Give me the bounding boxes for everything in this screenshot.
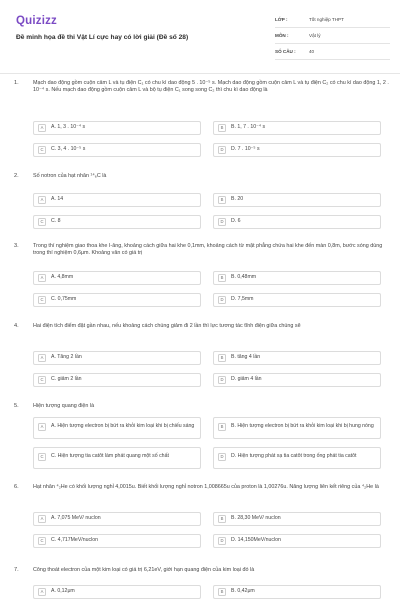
option-letter: B (218, 196, 226, 204)
option-a[interactable] (33, 417, 201, 439)
option-letter: B (218, 515, 226, 523)
option-b[interactable] (213, 193, 381, 207)
option-b[interactable] (213, 271, 381, 285)
option-c[interactable] (33, 293, 201, 307)
meta-row-class (275, 14, 390, 28)
option-text: A. 1, 3 . 10⁻⁴ s (51, 124, 86, 131)
option-letter: A (38, 354, 46, 362)
option-text: A. 7,075 MeV/ nuclon (51, 515, 101, 522)
meta-value: Tốt nghiệp THPT (309, 17, 344, 23)
option-letter: A (38, 124, 46, 132)
option-letter: A (38, 196, 46, 204)
meta-row-count (275, 46, 390, 60)
option-text: C. Hiện tượng tia catôt làm phát quang một số chất (51, 453, 169, 459)
question-number: 3. (14, 243, 19, 249)
option-text: A. Hiện tượng electron bị bứt ra khỏi kim loại khi bị chiếu sáng (51, 423, 195, 429)
question-text: Công thoát electron của một kim loại có giá trị 6,21eV, giới hạn quang điện của kim loại đó là (33, 567, 255, 573)
option-letter: B (218, 354, 226, 362)
option-text: D. 6 (231, 218, 241, 225)
option-d[interactable] (213, 534, 381, 548)
option-letter: C (38, 146, 46, 154)
option-a[interactable] (33, 271, 201, 285)
option-b[interactable] (213, 417, 381, 439)
option-c[interactable] (33, 373, 201, 387)
question-number: 2. (14, 173, 19, 179)
page-header (0, 0, 400, 74)
question-text: Hiện tượng quang điện là (33, 403, 95, 409)
option-letter: B (218, 423, 226, 431)
option-letter: B (218, 588, 226, 596)
option-text: A. 4,8mm (51, 274, 74, 281)
option-text: C. 0,75mm (51, 296, 77, 303)
option-text: B. 0,42μm (231, 588, 255, 595)
option-letter: D (218, 376, 226, 384)
option-text: C. 4,717MeV/nuclon (51, 537, 99, 544)
option-c[interactable] (33, 447, 201, 469)
option-letter: B (218, 124, 226, 132)
option-text: B. 28,30 MeV/ nuclon (231, 515, 281, 522)
question-text: Trong thí nghiệm giao thoa khe I-âng, khoảng cách giữa hai khe 0,1mm, khoảng cách từ mặt phẳng chứa hai khe đến màn 0,8m, bước sóng dùng trong thí nghiệm 0,6μm. Khoảng vân có giá trị (33, 243, 383, 257)
option-letter: A (38, 274, 46, 282)
option-letter: D (218, 296, 226, 304)
option-text: C. 8 (51, 218, 61, 225)
option-letter: A (38, 588, 46, 596)
meta-row-subject (275, 30, 390, 44)
option-text: D. 7,5mm (231, 296, 254, 303)
question-text: Hạt nhân ⁴₂He có khối lượng nghỉ 4,0015u. Biết khối lượng nghỉ notron 1,008665u của proton là 1,00276u. Năng lượng liên kết riêng của ⁴₂He là (33, 484, 379, 490)
question-text: Mạch dao động gồm cuộn cảm L và tụ điện C₁ có chu kì dao động 5 . 10⁻⁵ s. Mạch dao động gồm cuộn cảm L và tụ điện C₂ có chu kì dao động 1, 2 . 10⁻⁴ s. Nếu mạch dao động gồm cuộn cảm L và bộ tụ điện C₁ song song C₂ thì chu kì dao động là (33, 80, 389, 94)
question-text: Số notron của hạt nhân ¹⁴₆C là (33, 173, 107, 179)
option-letter: C (38, 453, 46, 461)
question-number: 1. (14, 80, 19, 86)
option-text: A. Tăng 2 lần (51, 354, 82, 361)
option-letter: C (38, 218, 46, 226)
option-letter: D (218, 218, 226, 226)
option-d[interactable] (213, 373, 381, 387)
option-letter: A (38, 515, 46, 523)
option-text: A. 0,12μm (51, 588, 75, 595)
option-letter: C (38, 296, 46, 304)
option-letter: C (38, 376, 46, 384)
option-d[interactable] (213, 293, 381, 307)
option-c[interactable] (33, 143, 201, 157)
quizizz-logo: Quizizz (16, 15, 58, 27)
option-a[interactable] (33, 512, 201, 526)
option-text: B. 1, 7 . 10⁻⁴ s (231, 124, 266, 131)
option-text: B. 20 (231, 196, 244, 203)
option-b[interactable] (213, 121, 381, 135)
question-number: 6. (14, 484, 19, 490)
option-letter: D (218, 537, 226, 545)
question-number: 4. (14, 323, 19, 329)
option-c[interactable] (33, 534, 201, 548)
option-text: B. tăng 4 lần (231, 354, 261, 361)
option-c[interactable] (33, 215, 201, 229)
option-d[interactable] (213, 143, 381, 157)
option-a[interactable] (33, 585, 201, 599)
meta-key: LỚP : (275, 17, 288, 23)
option-a[interactable] (33, 351, 201, 365)
option-text: D. giảm 4 lần (231, 376, 262, 383)
option-text: D. 14,150MeV/nuclon (231, 537, 281, 544)
option-text: C. 3, 4 . 10⁻⁵ s (51, 146, 86, 153)
meta-value: Vật lý (309, 33, 321, 39)
option-text: D. 7 . 10⁻⁵ s (231, 146, 260, 153)
question-number: 5. (14, 403, 19, 409)
meta-table (275, 14, 390, 62)
option-letter: B (218, 274, 226, 282)
meta-value: 40 (309, 49, 315, 55)
document-title: Đề minh họa đề thi Vật Lí cực hay có lời giải (Đề số 28) (16, 34, 189, 41)
option-b[interactable] (213, 351, 381, 365)
meta-key: SỐ CÂU : (275, 49, 296, 55)
question-number: 7. (14, 567, 19, 573)
option-a[interactable] (33, 121, 201, 135)
option-letter: D (218, 453, 226, 461)
option-d[interactable] (213, 447, 381, 469)
option-d[interactable] (213, 215, 381, 229)
option-text: D. Hiện tượng phát xạ tia catôt trong ống phát tia catôt (231, 453, 357, 459)
option-text: B. 0,48mm (231, 274, 257, 281)
option-a[interactable] (33, 193, 201, 207)
option-letter: A (38, 423, 46, 431)
option-text: B. Hiện tượng electron bị bứt ra khỏi kim loại khi bị hung nóng (231, 423, 374, 429)
option-b[interactable] (213, 512, 381, 526)
option-text: C. giảm 2 lần (51, 376, 82, 383)
option-letter: C (38, 537, 46, 545)
option-letter: D (218, 146, 226, 154)
question-text: Hai điện tích điểm đặt gần nhau, nếu khoảng cách chúng giảm đi 2 lần thì lực tương tác tĩnh điện giữa chúng sẽ (33, 323, 301, 329)
option-text: A. 14 (51, 196, 64, 203)
option-b[interactable] (213, 585, 381, 599)
meta-key: MÔN : (275, 33, 289, 39)
